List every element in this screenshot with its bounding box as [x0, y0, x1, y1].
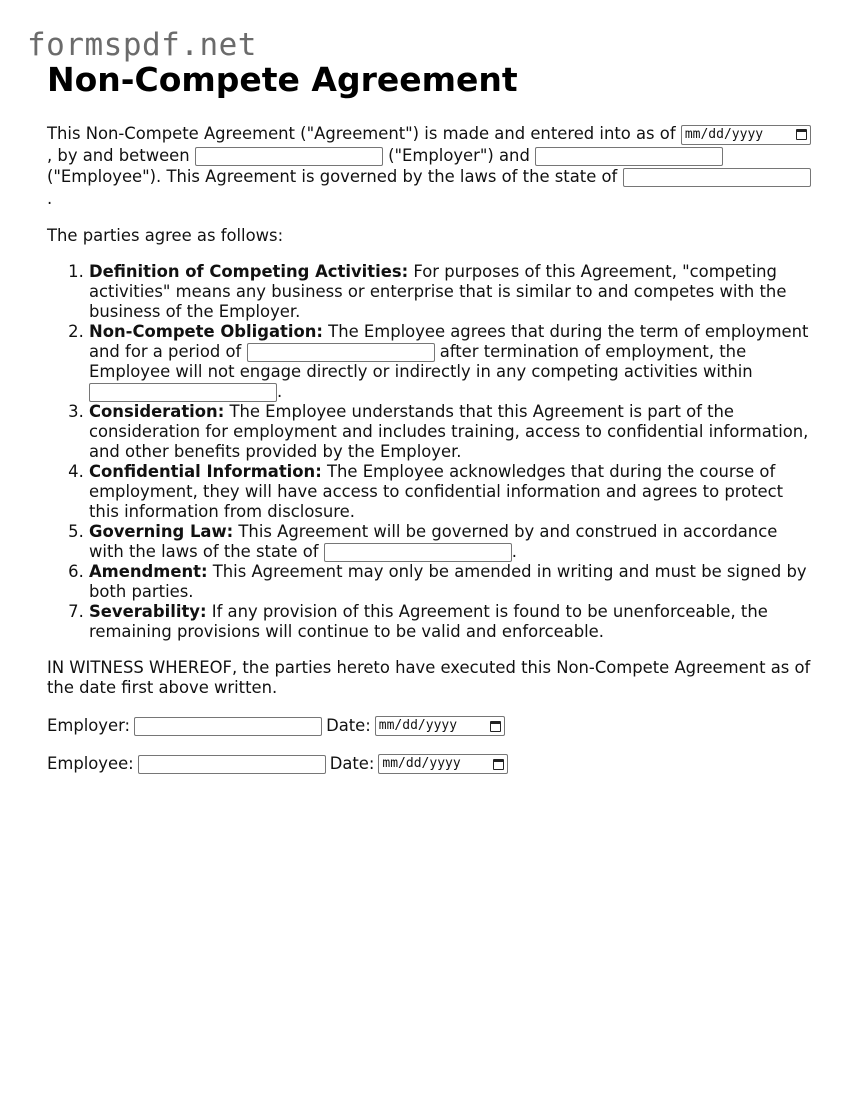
intro-text-5: .: [47, 188, 53, 208]
calendar-icon: [490, 721, 501, 732]
employee-signature-input[interactable]: [138, 755, 326, 774]
intro-text-3: ("Employer") and: [388, 145, 530, 165]
calendar-icon: [493, 759, 504, 770]
employer-label: Employer:: [47, 716, 131, 735]
date-placeholder: mm/dd/yyyy: [382, 756, 461, 771]
clause-text: .: [277, 382, 283, 401]
clause-text: This Agreement may only be amended in writing and must be signed by both parties.: [89, 562, 807, 601]
page-title: Non-Compete Agreement: [47, 60, 518, 99]
agreement-body: [47, 123, 812, 774]
date-placeholder: mm/dd/yyyy: [684, 126, 764, 142]
clause-label: Amendment:: [89, 562, 208, 581]
clause-text: For purposes of this Agreement, "competing activities" means any business or enterprise that is similar to and competes with the business of the Employer.: [89, 262, 787, 321]
employer-date-input[interactable]: [375, 716, 505, 736]
clause-text: If any provision of this Agreement is found to be unenforceable, the remaining provisions will continue to be valid and enforceable.: [89, 602, 768, 641]
employee-date-input[interactable]: [378, 754, 508, 774]
clause-label: Consideration:: [89, 402, 225, 421]
governing-state-input[interactable]: [324, 543, 512, 562]
employee-signature-row: [47, 754, 812, 774]
witness-statement: IN WITNESS WHEREOF, the parties hereto have executed this Non-Compete Agreement as of the date first above written.: [47, 658, 811, 697]
clause-item: [89, 562, 812, 602]
clause-text: after termination of employment, the Employee will not engage directly or indirectly in any competing activities within: [89, 342, 753, 381]
clause-text: .: [511, 542, 517, 561]
clause-item: [89, 602, 812, 642]
parties-statement: The parties agree as follows:: [47, 226, 284, 245]
employee-label: Employee:: [47, 754, 134, 773]
employee-name-input[interactable]: [535, 147, 723, 166]
intro-text-1: This Non-Compete Agreement ("Agreement") is made and entered into as of: [47, 124, 676, 143]
clause-label: Governing Law:: [89, 522, 234, 541]
clause-item: [89, 402, 812, 462]
intro-text-4: ("Employee"). This Agreement is governed by the laws of the state of: [47, 167, 618, 186]
date-label: Date:: [329, 754, 375, 773]
clause-label: Severability:: [89, 602, 207, 621]
clause-text: The Employee agrees that during the term of employment and for a period of: [89, 322, 809, 361]
clause-item: [89, 522, 812, 562]
watermark-logo: formspdf.net: [27, 27, 257, 63]
non-compete-period-input[interactable]: [247, 343, 435, 362]
clause-list: [47, 262, 812, 642]
date-placeholder: mm/dd/yyyy: [378, 718, 458, 733]
intro-paragraph: [47, 123, 812, 209]
clause-label: Non-Compete Obligation:: [89, 322, 323, 341]
clause-label: Confidential Information:: [89, 462, 322, 481]
employer-signature-row: [47, 716, 812, 736]
clause-item: [89, 462, 812, 522]
clause-text: The Employee acknowledges that during the course of employment, they will have access to confidential information and agrees to protect this information from disclosure.: [89, 462, 784, 521]
clause-text: This Agreement will be governed by and construed in accordance with the laws of the state of: [89, 522, 778, 561]
employer-name-input[interactable]: [195, 147, 383, 166]
clause-item: [89, 262, 812, 322]
state-input[interactable]: [623, 168, 811, 187]
geographic-area-input[interactable]: [89, 383, 277, 402]
date-label: Date:: [326, 716, 371, 735]
clause-item: [89, 322, 812, 402]
agreement-date-input[interactable]: [681, 125, 811, 145]
clause-text: The Employee understands that this Agreement is part of the consideration for employment and includes training, access to confidential information, and other benefits provided by the Employer.: [89, 402, 809, 461]
intro-text-2: , by and between: [47, 145, 190, 165]
calendar-icon: [796, 129, 807, 140]
employer-signature-input[interactable]: [134, 717, 322, 736]
clause-label: Definition of Competing Activities:: [89, 262, 409, 281]
